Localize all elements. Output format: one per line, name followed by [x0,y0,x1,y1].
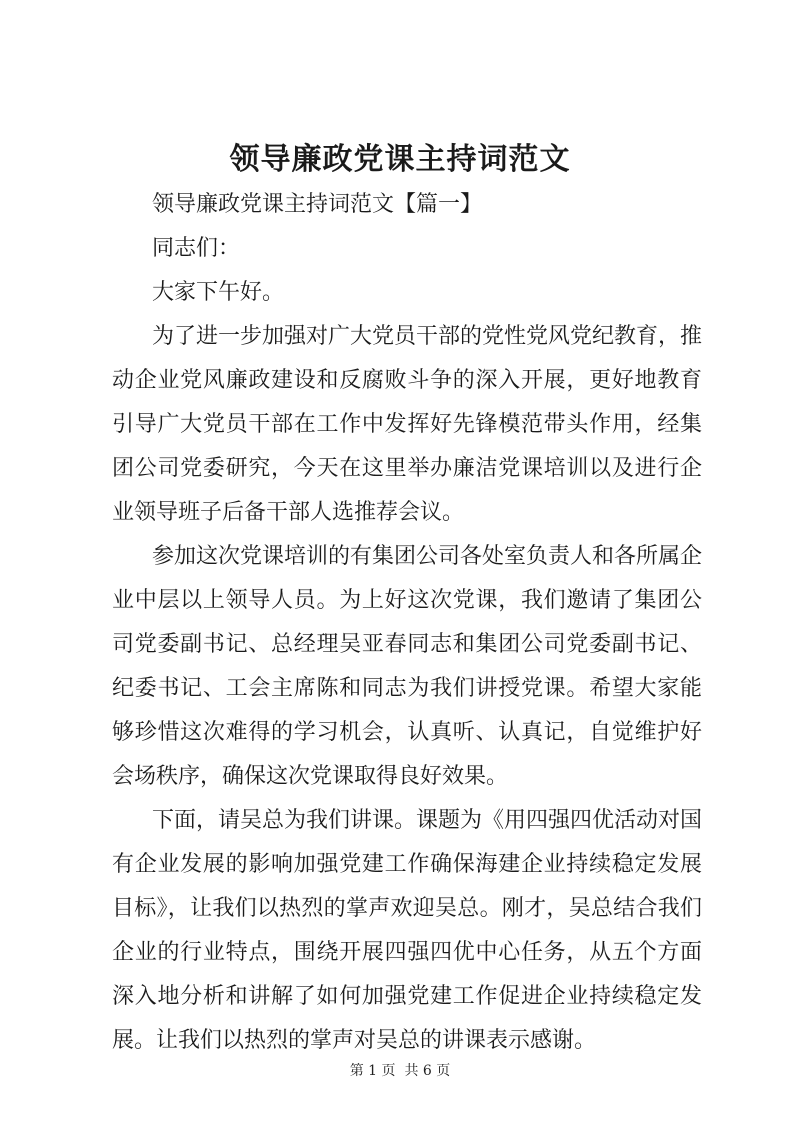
paragraph-salutation: 同志们： [152,236,241,261]
document-body [112,183,702,1063]
paragraph-attendees: 参加这次党课培训的有集团公司各处室负责人和各所属企业中层以上领导人员。为上好这次党课，我们邀请了集团公司党委副书记、总经理吴亚春同志和集团公司党委副书记、纪委书记、工会主席陈和同志为我们讲授党课。希望大家能够珍惜这次难得的学习机会，认真听、认真记，自觉维护好会场秩序，确保这次党课取得良好效果。 [112,544,703,789]
paragraph-greeting: 大家下午好。 [152,280,285,305]
paragraph-heading: 领导廉政党课主持词范文【篇一】 [152,192,483,217]
document-title: 领导廉政党课主持词范文 [229,142,571,177]
paragraph-purpose: 为了进一步加强对广大党员干部的党性党风党纪教育，推动企业党风廉政建设和反腐败斗争的深入开展，更好地教育引导广大党员干部在工作中发挥好先锋模范带头作用，经集团公司党委研究，今天在这里举办廉洁党课培训以及进行企业领导班子后备干部人选推荐会议。 [112,324,703,525]
page-number: 第 1 页 共 6 页 [349,1063,451,1079]
paragraph-lecture: 下面，请吴总为我们讲课。课题为《用四强四优活动对国有企业发展的影响加强党建工作确保海建企业持续稳定发展目标》，让我们以热烈的掌声欢迎吴总。刚才，吴总结合我们企业的行业特点，围绕开展四强四优中心任务，从五个方面深入地分析和讲解了如何加强党建工作促进企业持续稳定发展。让我们以热烈的掌声对吴总的讲课表示感谢。 [112,808,703,1053]
page-footer [0,1061,800,1081]
